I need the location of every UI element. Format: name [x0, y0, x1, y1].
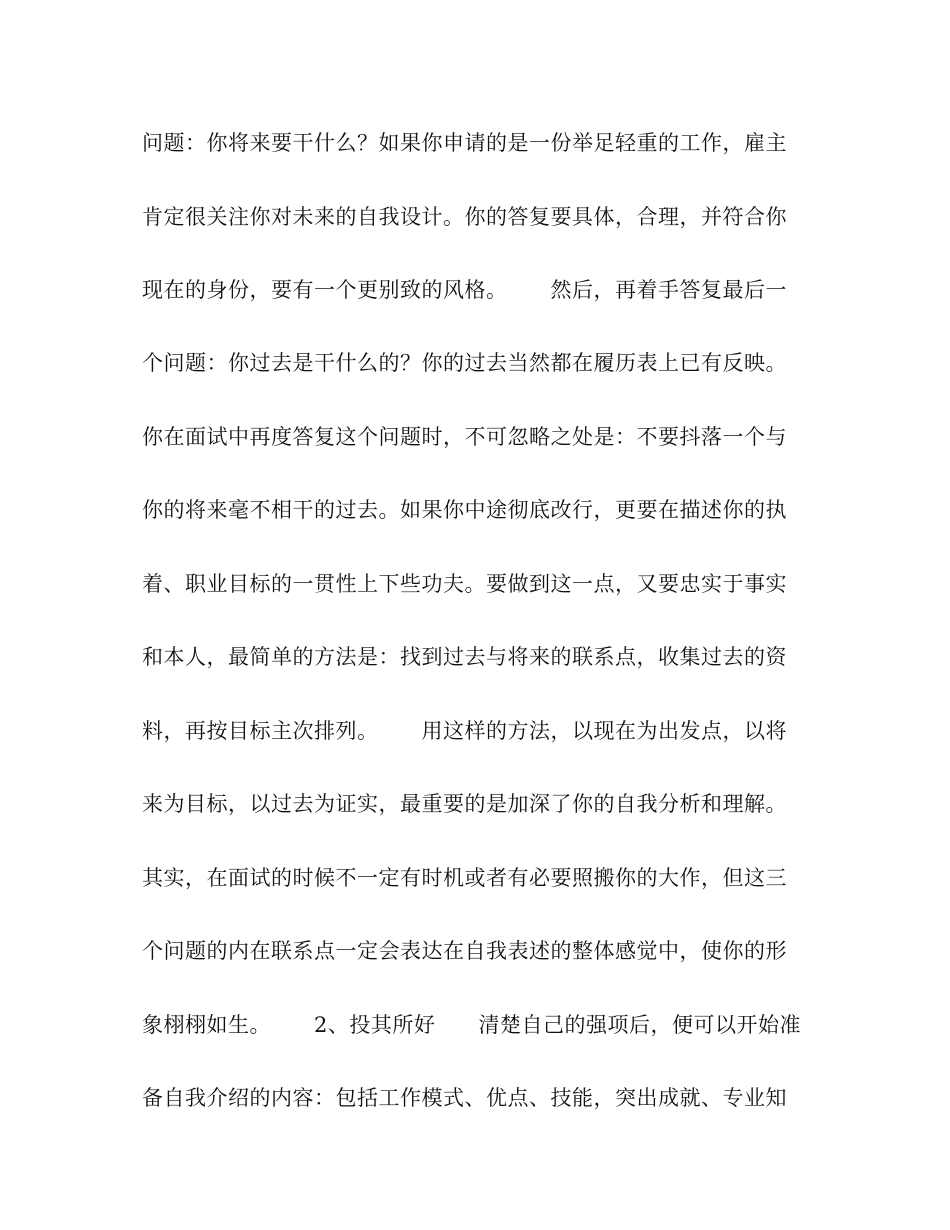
text-line: 现在的身份，要有一个更别致的风格。 然后，再着手答复最后一 [142, 278, 788, 302]
text-line: 肯定很关注你对未来的自我设计。你的答复要具体，合理，并符合你 [142, 205, 787, 229]
text-line: 你在面试中再度答复这个问题时，不可忽略之处是：不要抖落一个与 [142, 425, 787, 449]
text-line: 料，再按目标主次排列。 用这样的方法，以现在为出发点，以将 [142, 719, 788, 743]
text-line: 个问题：你过去是干什么的？你的过去当然都在履历表上已有反映。 [142, 351, 787, 375]
text-line: 备自我介绍的内容：包括工作模式、优点、技能，突出成就、专业知 [142, 1086, 787, 1110]
text-line: 其实，在面试的时候不一定有时机或者有必要照搬你的大作，但这三 [142, 866, 787, 890]
text-line: 问题：你将来要干什么？如果你申请的是一份举足轻重的工作，雇主 [142, 131, 787, 155]
text-line: 个问题的内在联系点一定会表达在自我表述的整体感觉中，使你的形 [142, 939, 787, 963]
text-line: 象栩栩如生。 2、投其所好 清楚自己的强项后，便可以开始准 [142, 1013, 801, 1037]
text-line: 来为目标，以过去为证实，最重要的是加深了你的自我分析和理解。 [142, 792, 787, 816]
text-line: 你的将来毫不相干的过去。如果你中途彻底改行，更要在描述你的执 [142, 498, 787, 522]
text-line: 和本人，最简单的方法是：找到过去与将来的联系点，收集过去的资 [142, 645, 787, 669]
text-line: 着、职业目标的一贯性上下些功夫。要做到这一点，又要忠实于事实 [142, 572, 787, 596]
